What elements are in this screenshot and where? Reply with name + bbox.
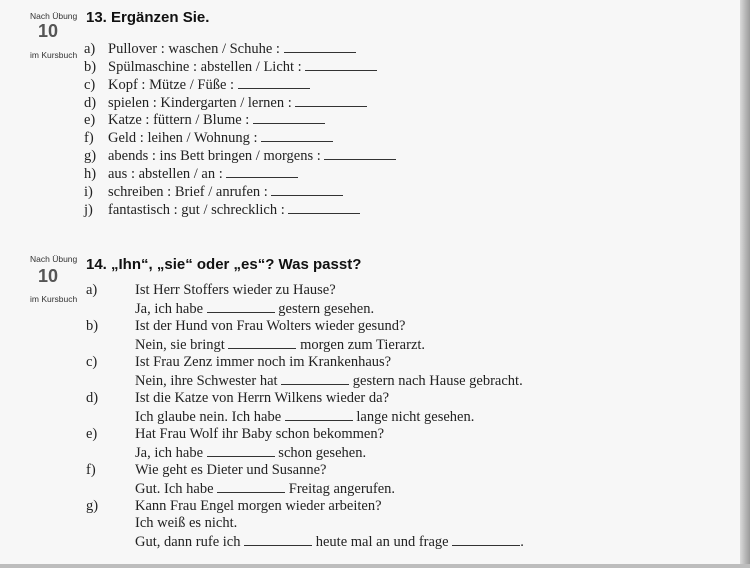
answer-blank[interactable]	[305, 58, 377, 71]
answer-blank[interactable]	[207, 444, 275, 457]
item-text: fantastisch : gut / schrecklich :	[108, 202, 285, 218]
item-letter: b)	[84, 59, 97, 75]
answer-blank[interactable]	[244, 533, 312, 546]
ex14-answer-line: Ich weiß es nicht.	[135, 515, 238, 531]
item-text: spielen : Kindergarten / lernen :	[108, 95, 292, 111]
answer-blank[interactable]	[226, 165, 298, 178]
ex14-title: 14. „Ihn“, „sie“ oder „es“? Was passt?	[86, 256, 362, 273]
ex14-question: Ist Frau Zenz immer noch im Krankenhaus?	[135, 354, 392, 370]
ex14-question: Kann Frau Engel morgen wieder arbeiten?	[135, 498, 382, 514]
ex14-side-note-top: Nach Übung	[30, 254, 78, 264]
item-text: Geld : leihen / Wohnung :	[108, 130, 258, 146]
item-text: Spülmaschine : abstellen / Licht :	[108, 59, 302, 75]
ex14-item-letter: f)	[86, 462, 96, 478]
item-letter: f)	[84, 130, 94, 146]
answer-end: morgen zum Tierarzt.	[300, 337, 426, 353]
ex14-side-number: 10	[38, 266, 59, 286]
answer-start: Ja, ich habe	[135, 301, 204, 317]
ex14-answer-line	[135, 300, 374, 318]
ex13-title: 13. Ergänzen Sie.	[86, 9, 210, 26]
ex14-answer-line	[135, 372, 523, 390]
answer-blank[interactable]	[238, 76, 310, 89]
answer-blank[interactable]	[271, 183, 343, 196]
item-text: Kopf : Mütze / Füße :	[108, 77, 235, 93]
answer-end: Freitag angerufen.	[288, 481, 396, 497]
ex14-answer-line	[135, 480, 395, 498]
item-letter: d)	[84, 95, 97, 111]
item-text: Katze : füttern / Blume :	[108, 112, 250, 128]
ex14-answer-line	[135, 533, 524, 551]
answer-middle: heute mal an und frage	[315, 534, 449, 550]
ex13-item	[84, 76, 310, 94]
answer-end: gestern nach Hause gebracht.	[352, 373, 523, 389]
ex14-answer-line	[135, 444, 366, 462]
ex13-side-number: 10	[38, 21, 59, 41]
item-letter: h)	[84, 166, 97, 182]
ex14-question: Ist Herr Stoffers wieder zu Hause?	[135, 282, 336, 298]
ex14-item-letter: e)	[86, 426, 98, 442]
answer-blank[interactable]	[261, 129, 333, 142]
answer-start: Gut. Ich habe	[135, 481, 214, 497]
ex13-item	[84, 94, 367, 112]
ex13-item	[84, 201, 360, 219]
item-text: Pullover : waschen / Schuhe :	[108, 41, 280, 57]
ex14-item-letter: c)	[86, 354, 98, 370]
ex14-item-letter: b)	[86, 318, 99, 334]
answer-end: gestern gesehen.	[278, 301, 375, 317]
answer-blank[interactable]	[295, 94, 367, 107]
ex14-question: Wie geht es Dieter und Susanne?	[135, 462, 327, 478]
ex13-side-note-top: Nach Übung	[30, 11, 78, 21]
ex14-item-letter: a)	[86, 282, 98, 298]
page-edge-shadow	[740, 0, 750, 568]
item-letter: j)	[84, 202, 93, 218]
answer-blank[interactable]	[284, 40, 356, 53]
page-edge-bottom	[0, 564, 750, 568]
answer-blank[interactable]	[452, 533, 520, 546]
answer-blank[interactable]	[253, 111, 325, 124]
answer-blank[interactable]	[324, 147, 396, 160]
answer-start: Gut, dann rufe ich	[135, 534, 241, 550]
item-letter: a)	[84, 41, 96, 57]
item-letter: g)	[84, 148, 97, 164]
ex14-answer-line	[135, 336, 425, 354]
ex13-item	[84, 40, 356, 58]
answer-start: Ja, ich habe	[135, 445, 204, 461]
ex13-item	[84, 147, 396, 165]
ex13-item	[84, 165, 298, 183]
item-letter: c)	[84, 77, 96, 93]
ex14-answer-line	[135, 408, 474, 426]
ex13-item	[84, 111, 325, 129]
ex14-item-letter: d)	[86, 390, 99, 406]
ex13-item	[84, 129, 333, 147]
answer-end: lange nicht gesehen.	[356, 409, 475, 425]
answer-blank[interactable]	[217, 480, 285, 493]
answer-blank[interactable]	[228, 336, 296, 349]
ex14-question: Ist der Hund von Frau Wolters wieder gesund?	[135, 318, 406, 334]
ex14-item-letter: g)	[86, 498, 99, 514]
answer-start: Ich glaube nein. Ich habe	[135, 409, 282, 425]
answer-blank[interactable]	[288, 201, 360, 214]
ex13-item	[84, 58, 377, 76]
answer-end: .	[520, 534, 524, 550]
item-letter: e)	[84, 112, 96, 128]
item-text: aus : abstellen / an :	[108, 166, 223, 182]
answer-start: Nein, sie bringt	[135, 337, 225, 353]
item-text: abends : ins Bett bringen / morgens :	[108, 148, 321, 164]
item-letter: i)	[84, 184, 93, 200]
ex14-question: Ist die Katze von Herrn Wilkens wieder da?	[135, 390, 390, 406]
answer-start: Nein, ihre Schwester hat	[135, 373, 278, 389]
ex13-side-note-bottom: im Kursbuch	[30, 50, 78, 60]
answer-blank[interactable]	[281, 372, 349, 385]
item-text: schreiben : Brief / anrufen :	[108, 184, 268, 200]
ex14-question: Hat Frau Wolf ihr Baby schon bekommen?	[135, 426, 385, 442]
answer-end: schon gesehen.	[278, 445, 367, 461]
answer-blank[interactable]	[207, 300, 275, 313]
ex13-item	[84, 183, 343, 201]
ex14-side-note-bottom: im Kursbuch	[30, 294, 78, 304]
answer-blank[interactable]	[285, 408, 353, 421]
